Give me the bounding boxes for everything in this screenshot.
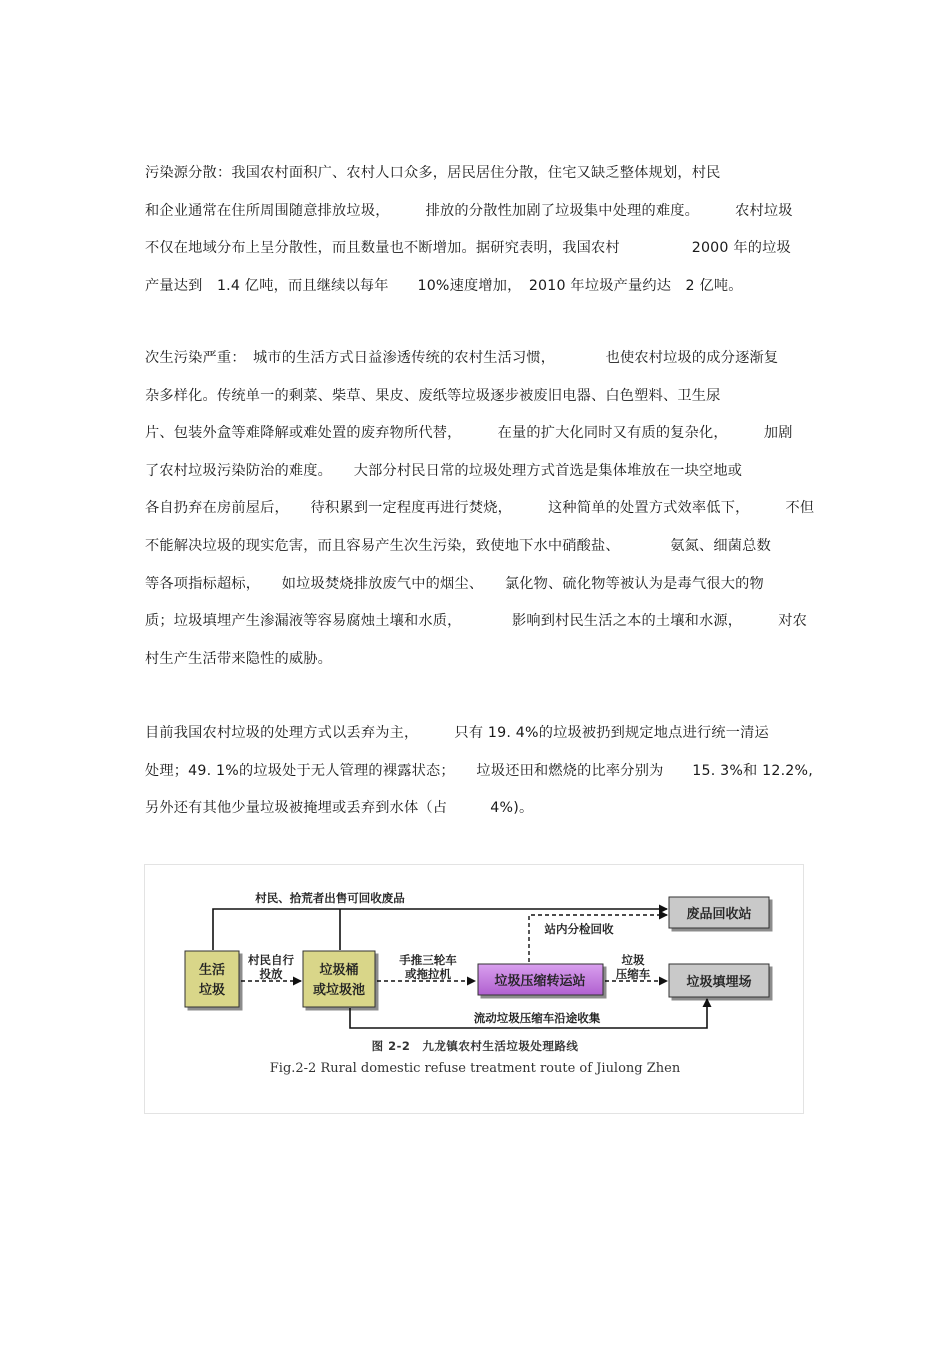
- edge-label-station-sort: 站内分检回收: [544, 922, 614, 936]
- edge-label-self-drop: 村民自行: [248, 953, 294, 967]
- node-bin-or-pit: [303, 951, 375, 1007]
- paragraph-scattered-sources: [145, 155, 825, 305]
- edge-label-cart: 或拖拉机: [405, 967, 451, 981]
- node-label: 生活: [198, 963, 226, 978]
- edge-label-truck: 压缩车: [615, 967, 651, 981]
- node-label: 垃圾: [198, 983, 226, 998]
- text-line: 和企业通常在住所周围随意排放垃圾， 排放的分散性加剧了垃圾集中处理的难度。 农村垃圾: [145, 202, 793, 219]
- text-line: 各自扔弃在房前屋后， 待积累到一定程度再进行焚烧， 这种简单的处置方式效率低下， 不但: [145, 500, 815, 517]
- node-landfill: [669, 964, 769, 997]
- node-label: 或垃圾池: [312, 983, 366, 998]
- text-line: 处理；49. 1%的垃圾处于无人管理的裸露状态； 垃圾还田和燃烧的比率分别为 15. 3%和 12.2%,: [145, 762, 813, 779]
- text-line: 杂多样化。传统单一的剩菜、柴草、果皮、废纸等垃圾逐步被废旧电器、白色塑料、卫生尿: [145, 387, 721, 404]
- text-line: 片、包装外盒等难降解或难处置的废弃物所代替， 在量的扩大化同时又有质的复杂化， 加剧: [145, 425, 793, 442]
- edge-label-mobile-route: 流动垃圾压缩车沿途收集: [473, 1011, 601, 1025]
- text-line: 村生产生活带来隐性的威胁。: [145, 650, 333, 667]
- node-recycle-station: [669, 897, 769, 928]
- text-line: 等各项指标超标， 如垃圾焚烧排放废气中的烟尘、 氯化物、硫化物等被认为是毒气很大的物: [145, 575, 764, 592]
- node-compression-station: [478, 964, 603, 995]
- flow-diagram-figure: [144, 864, 804, 1114]
- text-line: 质；垃圾填埋产生渗漏液等容易腐烛土壤和水质， 影响到村民生活之本的土壤和水源， 对农: [145, 613, 808, 630]
- node-label: 废品回收站: [686, 907, 752, 922]
- node-label: 垃圾桶: [319, 963, 359, 978]
- node-label: 垃圾填埋场: [686, 975, 752, 990]
- text-line: 次生污染严重： 城市的生活方式日益渗透传统的农村生活习惯， 也使农村垃圾的成分逐渐复: [145, 350, 779, 366]
- paragraph-secondary-pollution: [145, 340, 825, 678]
- paragraph-disposal-methods: [145, 715, 825, 828]
- text-line: 不仅在地域分布上呈分散性，而且数量也不断增加。据研究表明，我国农村 2000 年的垃圾: [145, 240, 791, 257]
- edge-label-truck: 垃圾: [621, 953, 645, 967]
- edge-label-top-route: 村民、拾荒者出售可回收废品: [255, 891, 405, 905]
- text-line: 污染源分散：我国农村面积广、农村人口众多，居民居住分散，住宅又缺乏整体规划，村民: [145, 165, 721, 181]
- text-line: 了农村垃圾污染防治的难度。 大部分村民日常的垃圾处理方式首选是集体堆放在一块空地或: [145, 462, 743, 479]
- edge-label-cart: 手推三轮车: [399, 953, 457, 967]
- text-line: 不能解决垃圾的现实危害，而且容易产生次生污染，致使地下水中硝酸盐、 氨氮、细菌总数: [145, 537, 771, 554]
- text-line: 产量达到 1.4 亿吨，而且继续以每年 10%速度增加， 2010 年垃圾产量约达 2 亿吨。: [145, 277, 743, 294]
- figure-caption-en: Fig.2-2 Rural domestic refuse treatment route of Jiulong Zhen: [269, 1061, 681, 1076]
- figure-caption-cn: 图 2-2 九龙镇农村生活垃圾处理路线: [371, 1039, 579, 1053]
- node-household-waste: [185, 951, 239, 1007]
- text-line: 另外还有其他少量垃圾被掩埋或丢弃到水体（占 4%)。: [145, 800, 534, 817]
- node-label: 垃圾压缩转运站: [494, 974, 586, 989]
- edge-label-self-drop: 投放: [259, 967, 283, 981]
- text-line: 目前我国农村垃圾的处理方式以丢弃为主， 只有 19. 4%的垃圾被扔到规定地点进行统一清运: [145, 725, 769, 741]
